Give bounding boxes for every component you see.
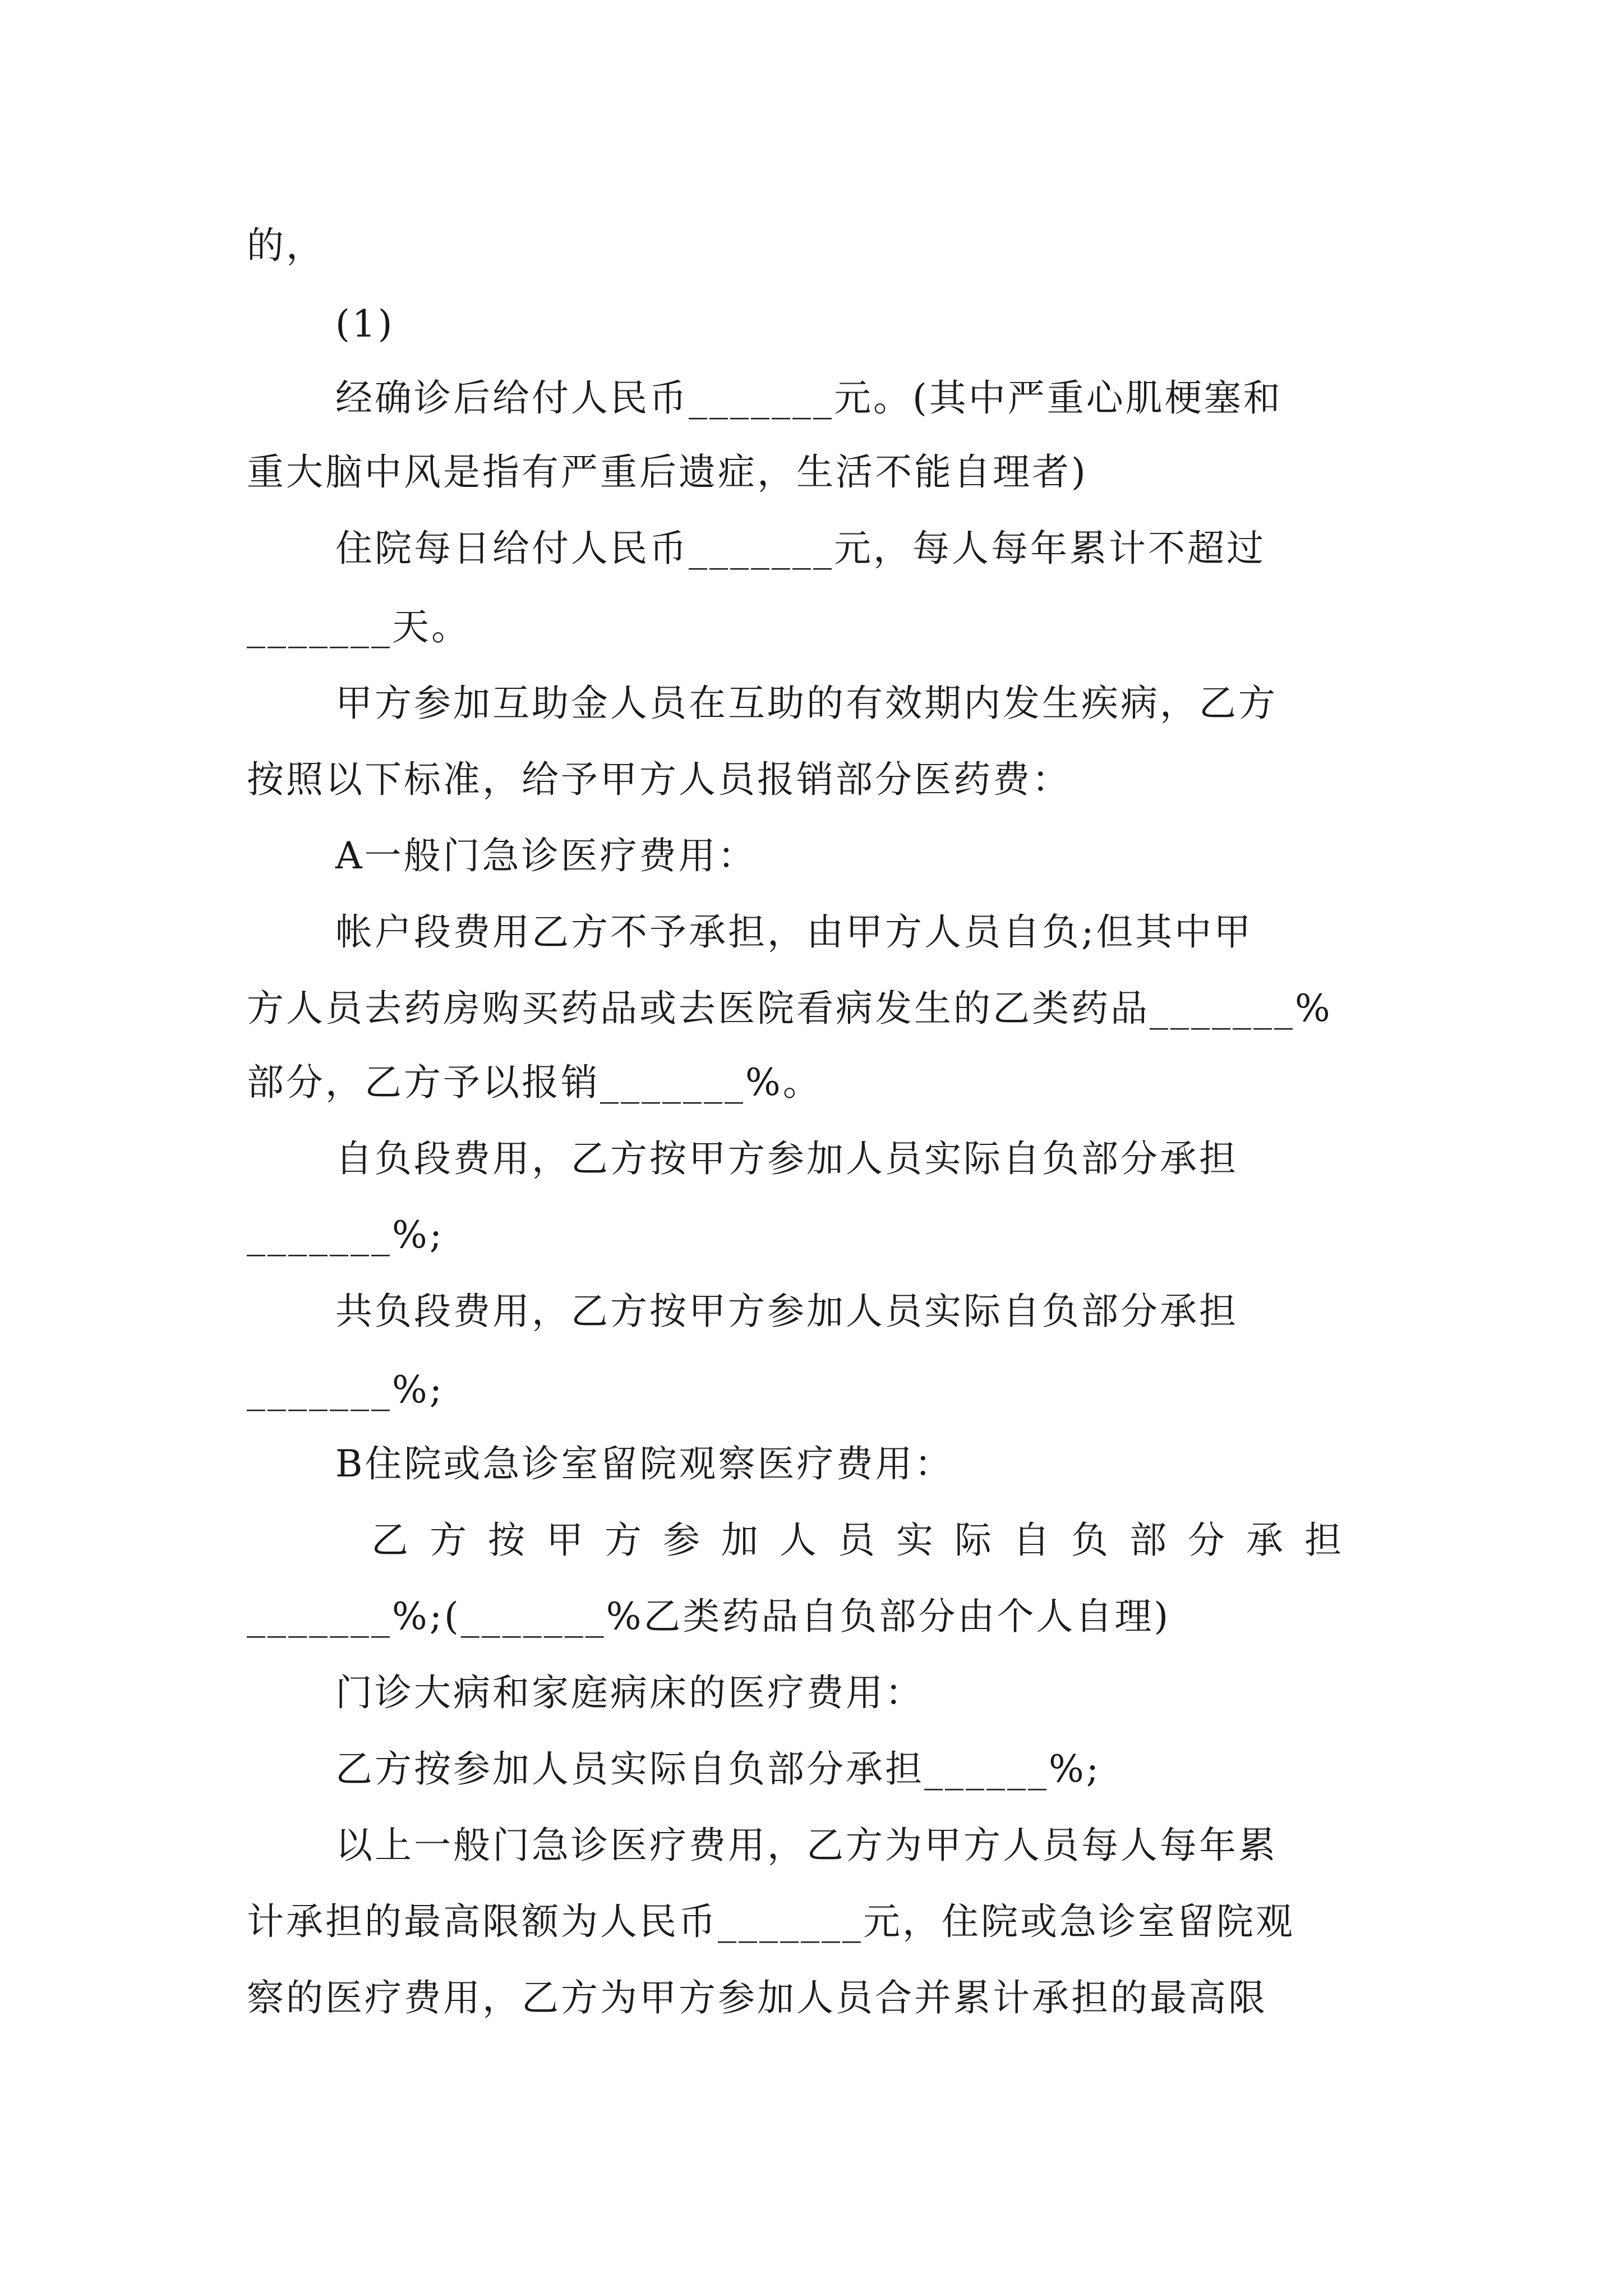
text-line: 察的医疗费用，乙方为甲方参加人员合并累计承担的最高限 xyxy=(247,1976,1267,2019)
text-line: 帐户段费用乙方不予承担，由甲方人员自负;但其中甲 xyxy=(335,910,1253,954)
text-line: 的， xyxy=(247,224,325,267)
text-line: B住院或急诊室留院观察医疗费用： xyxy=(335,1442,954,1485)
text-line: 共负段费用，乙方按甲方参加人员实际自负部分承担 xyxy=(335,1290,1238,1333)
text-line: 计承担的最高限额为人民币_______元，住院或急诊室留院观 xyxy=(247,1900,1295,1943)
text-line: 经确诊后给付人民币_______元。(其中严重心肌梗塞和 xyxy=(335,376,1283,420)
text-line: 重大脑中风是指有严重后遗症，生活不能自理者) xyxy=(247,450,1088,494)
text-line: 乙方按参加人员实际自负部分承担______%; xyxy=(335,1747,1101,1791)
text-line: _______天。 xyxy=(247,605,471,648)
text-line: (1) xyxy=(335,302,395,346)
text-line: _______%; xyxy=(247,1368,444,1411)
text-line: _______%; xyxy=(247,1213,444,1257)
text-line: 门诊大病和家庭病床的医疗费用： xyxy=(335,1671,924,1714)
text-line: 以上一般门急诊医疗费用，乙方为甲方人员每人每年累 xyxy=(335,1824,1278,1867)
text-line: _______%;(_______%乙类药品自负部分由个人自理) xyxy=(247,1595,1171,1638)
text-line: 按照以下标准，给予甲方人员报销部分医药费： xyxy=(247,758,1071,801)
text-line: 部分，乙方予以报销_______%。 xyxy=(247,1061,822,1104)
text-line: 自负段费用，乙方按甲方参加人员实际自负部分承担 xyxy=(335,1137,1238,1180)
text-line: 住院每日给付人民币_______元，每人每年累计不超过 xyxy=(335,527,1266,570)
text-line: 乙方按甲方参加人员实际自负部分承担 xyxy=(371,1519,1363,1562)
text-line: A一般门急诊医疗费用： xyxy=(335,834,757,877)
text-line: 方人员去药房购买药品或去医院看病发生的乙类药品_______% xyxy=(247,987,1332,1030)
text-line: 甲方参加互助金人员在互助的有效期内发生疾病，乙方 xyxy=(335,682,1278,725)
